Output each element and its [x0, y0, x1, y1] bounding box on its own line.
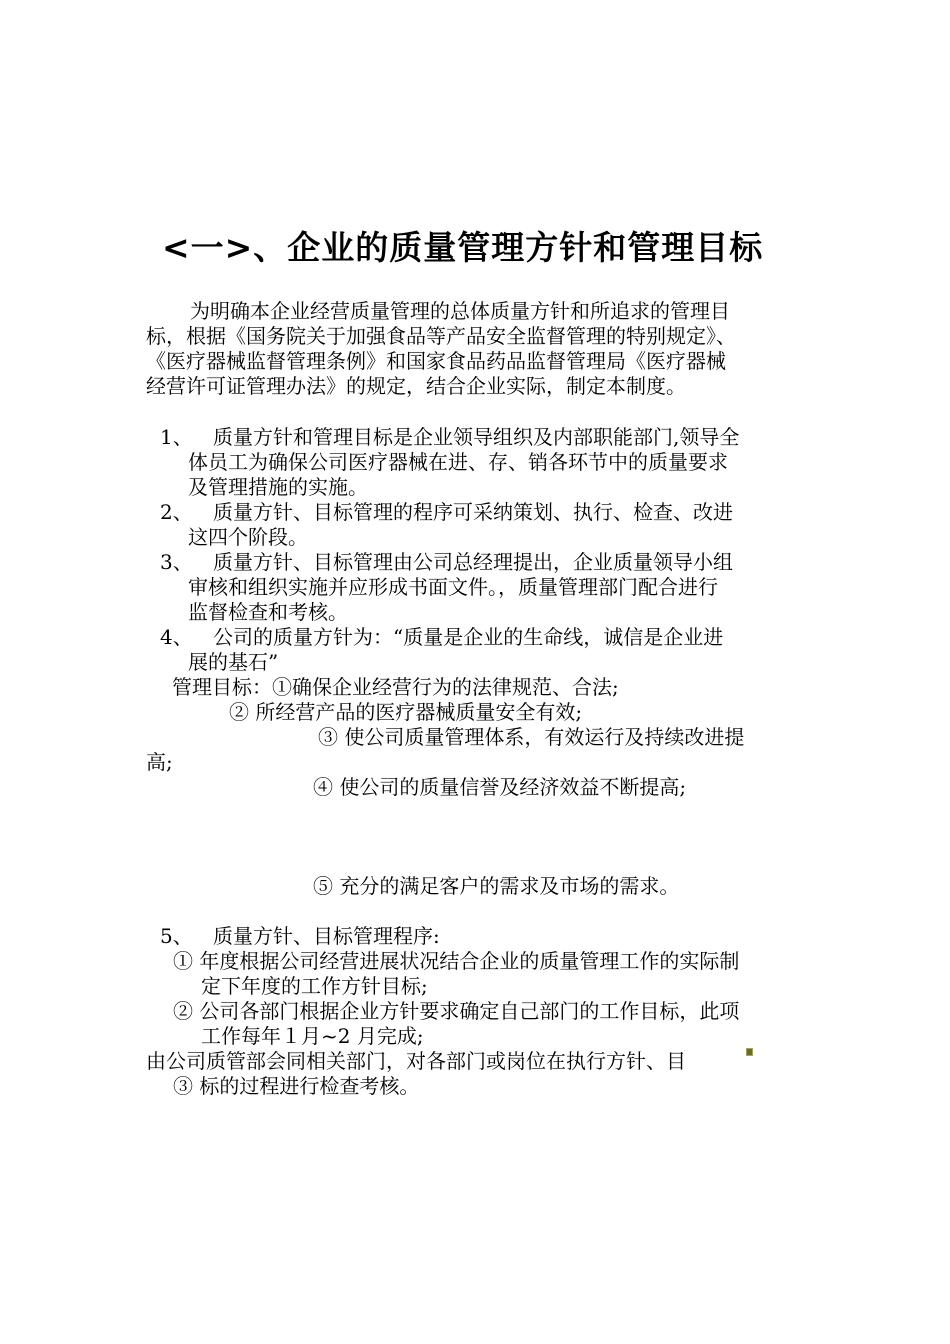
list-item-line: 监督检查和考核。	[188, 600, 348, 624]
procedure-line: 定下年度的工作方针目标;	[201, 974, 428, 998]
intro-line: 《医疗器械监督管理条例》和国家食品药品监督管理局《医疗器械	[146, 349, 726, 373]
list-item-line: 质量方针、目标管理程序:	[213, 924, 440, 948]
intro-line: 标，根据《国务院关于加强食品等产品安全监督管理的特别规定》、	[146, 324, 736, 348]
goal-line: ③ 使公司质量管理体系，有效运行及持续改进提	[318, 725, 745, 749]
list-item-line: 质量方针、目标管理由公司总经理提出，企业质量领导小组	[213, 550, 733, 574]
list-number: 2、	[160, 500, 193, 524]
list-item-line: 质量方针、目标管理的程序可采纳策划、执行、检查、改进	[213, 500, 733, 524]
goal-line: 高;	[146, 750, 173, 774]
procedure-line: 工作每年１月~2 月完成;	[201, 1024, 424, 1048]
page-title: <一>、企业的质量管理方针和管理目标	[162, 228, 764, 267]
goal-line: ⑤ 充分的满足客户的需求及市场的需求。	[313, 874, 680, 898]
goal-line: ④ 使公司的质量信誉及经济效益不断提高;	[313, 775, 687, 799]
list-item-line: 质量方针和管理目标是企业领导组织及内部职能部门,领导全	[213, 425, 740, 449]
list-number: 1、	[160, 425, 193, 449]
intro-line: 经营许可证管理办法》的规定，结合企业实际，制定本制度。	[146, 374, 686, 398]
procedure-line: ③ 标的过程进行检查考核。	[173, 1074, 420, 1098]
list-number: 4、	[160, 625, 193, 649]
list-item-line: 展的基石”	[188, 650, 279, 674]
procedure-line: ② 公司各部门根据企业方针要求确定自己部门的工作目标，此项	[173, 999, 740, 1023]
list-item-line: 体员工为确保公司医疗器械在进、存、销各环节中的质量要求	[188, 450, 728, 474]
list-item-line: 公司的质量方针为：“质量是企业的生命线，诚信是企业进	[213, 625, 724, 649]
list-item-line: 及管理措施的实施。	[188, 475, 368, 499]
goal-line: 管理目标：①确保企业经营行为的法律规范、合法;	[172, 675, 619, 699]
list-item-line: 这四个阶段。	[188, 525, 308, 549]
procedure-line: 由公司质管部会同相关部门，对各部门或岗位在执行方针、目	[146, 1049, 686, 1073]
list-item-line: 审核和组织实施并应形成书面文件。，质量管理部门配合进行	[188, 575, 718, 599]
goal-line: ② 所经营产品的医疗器械质量安全有效;	[229, 700, 583, 724]
text-marker	[746, 1048, 753, 1056]
list-number: 3、	[160, 550, 193, 574]
intro-line: 为明确本企业经营质量管理的总体质量方针和所追求的管理目	[190, 299, 730, 323]
procedure-line: ① 年度根据公司经营进展状况结合企业的质量管理工作的实际制	[173, 949, 740, 973]
list-number: 5、	[160, 924, 193, 948]
